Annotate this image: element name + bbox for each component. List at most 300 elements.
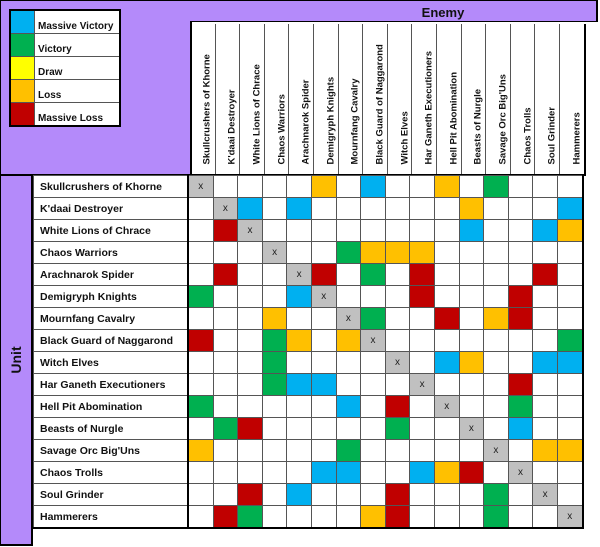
matchup-cell (311, 352, 336, 374)
row-header-label: Hammerers (34, 506, 189, 529)
matchup-cell (410, 242, 435, 264)
matchup-cell (484, 286, 509, 308)
self-matchup-cell: x (287, 264, 312, 286)
matchup-cell (213, 242, 238, 264)
matchup-cell (557, 308, 582, 330)
matchup-cell (238, 506, 263, 529)
matchup-cell (213, 506, 238, 529)
row-header-label: Black Guard of Naggarond (34, 330, 189, 352)
row-header-label: Witch Elves (34, 352, 189, 374)
legend-swatch (10, 57, 35, 80)
matchup-cell (533, 176, 558, 198)
matchup-cell (434, 242, 459, 264)
matchup-cell (484, 308, 509, 330)
matchup-cell (262, 308, 287, 330)
table-row (34, 352, 583, 374)
self-matchup-cell: x (238, 220, 263, 242)
row-header-label: Beasts of Nurgle (34, 418, 189, 440)
row-header-label: Savage Orc Big'Uns (34, 440, 189, 462)
table-row (34, 506, 583, 529)
table-row (34, 176, 583, 198)
matchup-cell (434, 220, 459, 242)
matchup-cell (484, 198, 509, 220)
matchup-cell (213, 396, 238, 418)
legend-swatch (10, 10, 35, 34)
matchup-cell (434, 506, 459, 529)
matchup-cell (188, 264, 213, 286)
matchup-cell (557, 220, 582, 242)
matchup-cell (557, 352, 582, 374)
column-headers (190, 24, 586, 176)
column-header (461, 24, 486, 174)
matchup-cell (508, 484, 533, 506)
table-row (34, 374, 583, 396)
matchup-cell (213, 352, 238, 374)
matchup-cell (434, 462, 459, 484)
matchup-cell (557, 374, 582, 396)
matchup-cell (410, 308, 435, 330)
row-header-label: Hell Pit Abomination (34, 396, 189, 418)
column-header (485, 24, 510, 174)
column-header-label: Soul Grinder (546, 106, 558, 165)
column-header (264, 24, 289, 174)
matchup-cell (385, 418, 410, 440)
legend-label: Loss (35, 80, 121, 103)
matchup-cell (188, 242, 213, 264)
column-header-label: Beasts of Nurgle (472, 89, 484, 165)
matchup-cell (238, 418, 263, 440)
column-header-label: Skullcrushers of Khorne (201, 54, 213, 165)
table-row (34, 264, 583, 286)
matchup-cell (361, 264, 386, 286)
matchup-cell (508, 352, 533, 374)
matchup-cell (434, 264, 459, 286)
matchup-cell (361, 484, 386, 506)
matchup-cell (361, 198, 386, 220)
matchup-cell (287, 462, 312, 484)
table-row (34, 330, 583, 352)
table-row (34, 418, 583, 440)
matchup-cell (533, 286, 558, 308)
matchup-cell (410, 396, 435, 418)
matchup-cell (336, 506, 361, 529)
matchup-cell (557, 462, 582, 484)
matchup-cell (262, 176, 287, 198)
matchup-cell (385, 286, 410, 308)
matchup-cell (385, 440, 410, 462)
column-header (559, 24, 584, 174)
matchup-cell (213, 484, 238, 506)
matchup-cell (287, 176, 312, 198)
matchup-cell (287, 242, 312, 264)
matchup-cell (311, 462, 336, 484)
matchup-cell (238, 462, 263, 484)
self-matchup-cell: x (262, 242, 287, 264)
matchup-cell (311, 330, 336, 352)
enemy-axis-header: Enemy (190, 0, 598, 22)
matchup-cell (311, 308, 336, 330)
matchup-cell (336, 440, 361, 462)
matchup-cell (188, 352, 213, 374)
matchup-cell (410, 330, 435, 352)
legend-label: Victory (35, 34, 121, 57)
column-header-label: Witch Elves (399, 111, 411, 165)
unit-axis-header (0, 175, 33, 546)
self-matchup-cell: x (385, 352, 410, 374)
matchup-cell (459, 484, 484, 506)
matchup-cell (238, 242, 263, 264)
matchup-cell (484, 418, 509, 440)
matchup-cell (213, 264, 238, 286)
matchup-cell (287, 286, 312, 308)
matchup-cell (188, 396, 213, 418)
matchup-cell (459, 176, 484, 198)
matchup-cell (188, 330, 213, 352)
matchup-cell (262, 396, 287, 418)
matchup-cell (336, 484, 361, 506)
matchup-cell (336, 352, 361, 374)
matchup-cell (361, 396, 386, 418)
self-matchup-cell: x (410, 374, 435, 396)
matchup-cell (238, 484, 263, 506)
matchup-cell (484, 176, 509, 198)
column-header (288, 24, 313, 174)
matchup-cell (262, 198, 287, 220)
matchup-cell (188, 440, 213, 462)
matchup-cell (385, 308, 410, 330)
matchup-cell (188, 220, 213, 242)
matchup-cell (188, 418, 213, 440)
matchup-cell (238, 330, 263, 352)
matchup-cell (213, 440, 238, 462)
matchup-cell (508, 374, 533, 396)
column-header (338, 24, 363, 174)
matchup-cell (508, 176, 533, 198)
self-matchup-cell: x (533, 484, 558, 506)
table-row (34, 220, 583, 242)
matchup-cell (410, 176, 435, 198)
matchup-cell (311, 242, 336, 264)
matchup-cell (188, 462, 213, 484)
legend-item-v (10, 34, 120, 57)
matchup-cell (508, 264, 533, 286)
matchup-cell (361, 176, 386, 198)
matchup-cell (361, 220, 386, 242)
matchup-cell (533, 462, 558, 484)
matchup-cell (508, 506, 533, 529)
matchup-cell (238, 352, 263, 374)
matchup-cell (533, 506, 558, 529)
legend-label: Massive Victory (35, 10, 121, 34)
matchup-cell (311, 220, 336, 242)
table-row (34, 198, 583, 220)
matchup-cell (188, 308, 213, 330)
column-header-label: Mournfang Cavalry (349, 78, 361, 165)
legend-swatch (10, 34, 35, 57)
matchup-cell (336, 418, 361, 440)
matchup-cell (361, 440, 386, 462)
matchup-cell (188, 374, 213, 396)
matchup-cell (508, 220, 533, 242)
matchup-cell (508, 308, 533, 330)
matchup-cell (238, 198, 263, 220)
matchup-cell (484, 374, 509, 396)
matchup-cell (311, 198, 336, 220)
self-matchup-cell: x (336, 308, 361, 330)
matchup-cell (557, 330, 582, 352)
matchup-cell (238, 286, 263, 308)
matchup-cell (213, 176, 238, 198)
matchup-cell (459, 198, 484, 220)
matchup-cell (508, 330, 533, 352)
row-header-label: Mournfang Cavalry (34, 308, 189, 330)
matchup-cell (533, 242, 558, 264)
matchup-cell (533, 264, 558, 286)
matchup-cell (311, 374, 336, 396)
matchup-cell (287, 484, 312, 506)
row-header-label: Har Ganeth Executioners (34, 374, 189, 396)
matchup-cell (508, 440, 533, 462)
matchup-cell (287, 396, 312, 418)
matchup-cell (557, 418, 582, 440)
legend-panel (0, 0, 192, 176)
matchup-cell (459, 264, 484, 286)
matchup-cell (287, 440, 312, 462)
self-matchup-cell: x (213, 198, 238, 220)
self-matchup-cell: x (508, 462, 533, 484)
matchup-cell (262, 418, 287, 440)
matchup-cell (385, 242, 410, 264)
matchup-cell (410, 264, 435, 286)
matchup-cell (385, 330, 410, 352)
matchup-cell (410, 198, 435, 220)
matchup-cell (336, 242, 361, 264)
legend-item-d (10, 57, 120, 80)
matchup-cell (434, 308, 459, 330)
matchup-cell (410, 440, 435, 462)
matchup-cell (385, 396, 410, 418)
matchup-cell (557, 286, 582, 308)
self-matchup-cell: x (361, 330, 386, 352)
matchup-cell (557, 484, 582, 506)
matchup-cell (262, 330, 287, 352)
matchup-cell (361, 418, 386, 440)
matchup-cell (484, 242, 509, 264)
matchup-cell (459, 462, 484, 484)
column-header-label: Savage Orc Big'Uns (497, 74, 509, 165)
matchup-cell (557, 264, 582, 286)
column-header-label: Hell Pit Abomination (448, 71, 460, 165)
matchup-cell (311, 440, 336, 462)
row-header-label: Soul Grinder (34, 484, 189, 506)
row-header-label: Chaos Warriors (34, 242, 189, 264)
matchup-cell (262, 506, 287, 529)
matchup-cell (533, 418, 558, 440)
matchup-cell (533, 440, 558, 462)
matchup-cell (213, 374, 238, 396)
matchup-cell (459, 352, 484, 374)
column-header (411, 24, 436, 174)
matchup-cell (508, 286, 533, 308)
matchup-cell (508, 198, 533, 220)
matchup-cell (533, 396, 558, 418)
matchup-cell (262, 440, 287, 462)
matchup-cell (287, 352, 312, 374)
matchup-cell (287, 330, 312, 352)
matchup-cell (336, 396, 361, 418)
matchup-cell (385, 220, 410, 242)
matchup-cell (410, 352, 435, 374)
legend-swatch (10, 103, 35, 127)
matchup-cell (262, 462, 287, 484)
table-row (34, 308, 583, 330)
matchup-cell (533, 220, 558, 242)
matchup-cell (188, 484, 213, 506)
matchup-cell (434, 286, 459, 308)
matchup-cell (361, 242, 386, 264)
column-header (387, 24, 412, 174)
matchup-cell (311, 176, 336, 198)
column-header (239, 24, 264, 174)
matchup-cell (287, 198, 312, 220)
matchup-cell (410, 484, 435, 506)
matchup-cell (336, 330, 361, 352)
matchup-cell (238, 264, 263, 286)
matchup-cell (188, 506, 213, 529)
matchup-cell (336, 462, 361, 484)
column-header-label: Arachnarok Spider (300, 79, 312, 165)
matchup-cell (385, 176, 410, 198)
matchup-cell (410, 286, 435, 308)
matchup-cell (311, 506, 336, 529)
matchup-cell (533, 330, 558, 352)
matchup-cell (434, 484, 459, 506)
matchup-cell (484, 264, 509, 286)
table-row (34, 440, 583, 462)
matchup-cell (238, 440, 263, 462)
matchup-cell (459, 396, 484, 418)
legend-item-l (10, 80, 120, 103)
matchup-cell (336, 198, 361, 220)
column-header (534, 24, 559, 174)
matchup-cell (262, 374, 287, 396)
self-matchup-cell: x (557, 506, 582, 529)
matchup-cell (557, 176, 582, 198)
column-header (436, 24, 461, 174)
matchup-cell (213, 286, 238, 308)
matchup-cell (213, 330, 238, 352)
matchup-cell (410, 220, 435, 242)
matchup-cell (484, 506, 509, 529)
matchup-cell (459, 506, 484, 529)
matchup-cell (484, 396, 509, 418)
matchup-cell (410, 506, 435, 529)
column-header-label: Black Guard of Naggarond (374, 44, 386, 165)
matchup-cell (459, 440, 484, 462)
matchup-cell (311, 484, 336, 506)
matchup-cell (385, 506, 410, 529)
matchup-cell (336, 176, 361, 198)
matchup-cell (385, 462, 410, 484)
matchup-cell (459, 220, 484, 242)
matchup-cell (361, 506, 386, 529)
matchup-cell (336, 264, 361, 286)
matchup-cell (410, 462, 435, 484)
self-matchup-cell: x (484, 440, 509, 462)
matchup-cell (533, 308, 558, 330)
matchup-cell (434, 418, 459, 440)
matchup-cell (213, 308, 238, 330)
matchup-cell (508, 242, 533, 264)
matchup-cell (311, 396, 336, 418)
matchup-cell (287, 506, 312, 529)
matchup-cell (361, 462, 386, 484)
matchup-cell (336, 286, 361, 308)
matchup-cell (557, 440, 582, 462)
matchup-cell (238, 374, 263, 396)
matchup-cell (484, 352, 509, 374)
legend-item-mv (10, 10, 120, 34)
matchup-cell (385, 484, 410, 506)
matchup-cell (484, 220, 509, 242)
matchup-grid (33, 175, 584, 529)
matchup-cell (287, 374, 312, 396)
matchup-cell (385, 264, 410, 286)
self-matchup-cell: x (188, 176, 213, 198)
legend (9, 9, 121, 127)
column-header (362, 24, 387, 174)
legend-item-ml (10, 103, 120, 127)
matchup-cell (434, 352, 459, 374)
column-header-label: Demigryph Knights (325, 76, 337, 165)
column-header-label: Hammerers (571, 112, 583, 165)
matchup-cell (557, 396, 582, 418)
table-row (34, 242, 583, 264)
matchup-cell (361, 286, 386, 308)
table-row (34, 484, 583, 506)
matchup-cell (459, 330, 484, 352)
column-header-label: Chaos Trolls (522, 107, 534, 165)
matchup-cell (533, 198, 558, 220)
matchup-cell (287, 220, 312, 242)
matchup-cell (410, 418, 435, 440)
matchup-cell (262, 264, 287, 286)
matchup-cell (238, 396, 263, 418)
matchup-cell (262, 352, 287, 374)
self-matchup-cell: x (434, 396, 459, 418)
matchup-cell (508, 418, 533, 440)
matchup-cell (361, 352, 386, 374)
column-header (215, 24, 240, 174)
matchup-cell (434, 440, 459, 462)
matchup-cell (336, 220, 361, 242)
row-header-label: Chaos Trolls (34, 462, 189, 484)
self-matchup-cell: x (459, 418, 484, 440)
column-header-label: Chaos Warriors (276, 94, 288, 165)
matchup-cell (238, 308, 263, 330)
matchup-cell (385, 374, 410, 396)
column-header (313, 24, 338, 174)
matchup-cell (361, 374, 386, 396)
matchup-cell (262, 286, 287, 308)
matchup-cell (188, 198, 213, 220)
column-header-label: Har Ganeth Executioners (423, 50, 435, 165)
matchup-cell (385, 198, 410, 220)
legend-label: Draw (35, 57, 121, 80)
table-row (34, 396, 583, 418)
column-header (190, 24, 215, 174)
matchup-cell (213, 462, 238, 484)
